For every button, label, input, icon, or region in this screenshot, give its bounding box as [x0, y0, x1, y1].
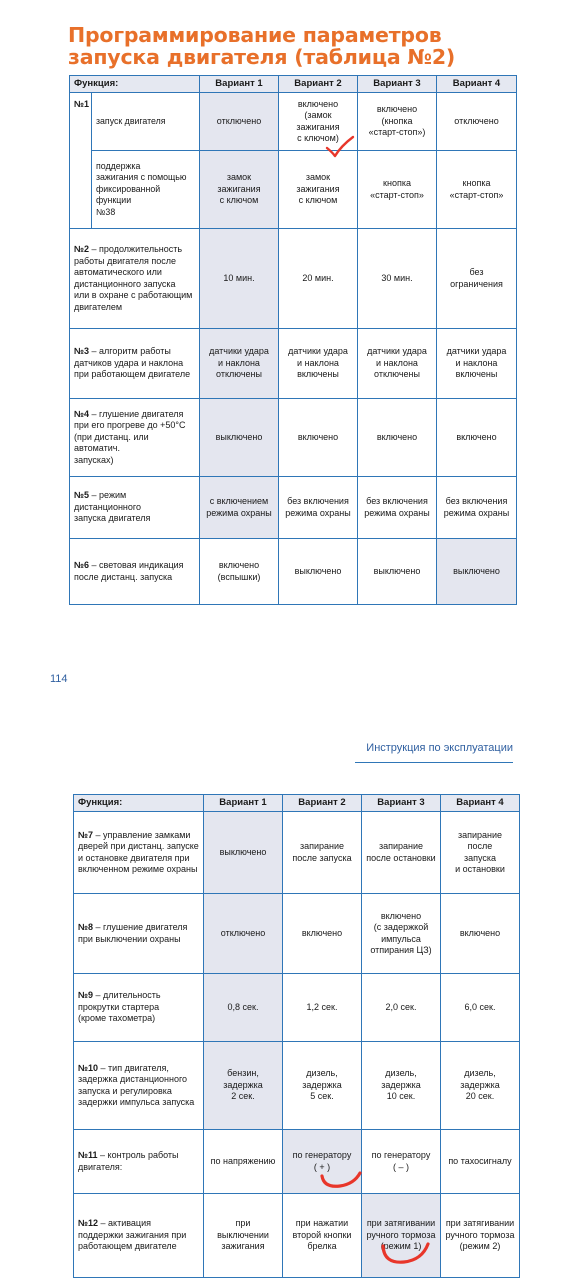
variant-4-cell: включено [437, 399, 517, 477]
function-cell [70, 477, 200, 539]
variant-4-cell: дизель, задержка 20 сек. [441, 1042, 520, 1130]
row-number: №6 [74, 560, 90, 570]
variant-4-cell: включено [441, 894, 520, 974]
variant-1-cell: с включением режима охраны [200, 477, 279, 539]
variant-1-cell: выключено [204, 812, 283, 894]
page-title-line-1: Программирование параметров [68, 23, 442, 47]
row-number: №12 [78, 1218, 99, 1229]
variant-3-cell: включено [358, 399, 437, 477]
table-row [70, 477, 517, 539]
page-title [68, 24, 488, 68]
variant-2-cell: без включения режима охраны [279, 477, 358, 539]
function-text: – длительность прокрутки стартера (кроме тахометра) [78, 990, 161, 1024]
variant-1-cell: бензин, задержка 2 сек. [204, 1042, 283, 1130]
function-cell [70, 539, 200, 605]
variant-1-cell: 0,8 сек. [204, 974, 283, 1042]
variant-4-cell: запирание после запуска и остановки [441, 812, 520, 894]
variant-3-cell: выключено [358, 539, 437, 605]
table-header-row [74, 795, 520, 812]
header-variant-4: Вариант 4 [441, 795, 520, 812]
function-cell [70, 399, 200, 477]
variant-2-cell: замок зажигания с ключом [279, 151, 358, 229]
variant-2-cell: по генератору ( + ) [283, 1130, 362, 1194]
row-number: №11 [78, 1150, 98, 1160]
row-number: №7 [78, 829, 94, 840]
variant-1-cell: по напряжению [204, 1130, 283, 1194]
header-variant-1: Вариант 1 [200, 76, 279, 93]
function-cell [74, 974, 204, 1042]
function-text: – глушение двигателя при выключении охраны [78, 922, 188, 944]
function-cell [74, 1194, 204, 1278]
function-cell [74, 1130, 204, 1194]
variant-4-cell: датчики удара и наклона включены [437, 329, 517, 399]
row-number: №10 [78, 1062, 99, 1073]
variant-2-cell: 1,2 сек. [283, 974, 362, 1042]
variant-3-cell: по генератору ( – ) [362, 1130, 441, 1194]
variant-1-cell: выключено [200, 399, 279, 477]
header-variant-3: Вариант 3 [358, 76, 437, 93]
variant-2-cell: включено [279, 399, 358, 477]
function-text: – активация поддержки зажигания при работающем двигателе [78, 1218, 187, 1252]
row-number: №2 [74, 244, 90, 254]
function-text: – контроль работы двигателя: [78, 1150, 179, 1172]
function-text: – алгоритм работы датчиков удара и наклона при работающем двигателе [74, 346, 191, 380]
table-row [74, 1042, 520, 1130]
table-row [70, 229, 517, 329]
header-function: Функция: [70, 76, 200, 93]
variant-4-cell: выключено [437, 539, 517, 605]
table-row [70, 151, 517, 229]
function-cell: запуск двигателя [92, 93, 200, 151]
variant-2-cell: дизель, задержка 5 сек. [283, 1042, 362, 1130]
variant-3-cell: без включения режима охраны [358, 477, 437, 539]
table-row [74, 974, 520, 1042]
variant-3-cell: запирание после остановки [362, 812, 441, 894]
table-row [70, 93, 517, 151]
variant-4-cell: отключено [437, 93, 517, 151]
variant-1-cell: при выключении зажигания [204, 1194, 283, 1278]
table-row [70, 539, 517, 605]
variant-4-cell: при затягивании ручного тормоза (режим 2) [441, 1194, 520, 1278]
variant-2-cell: выключено [279, 539, 358, 605]
function-text: – управление замками дверей при дистанц. запуске и остановке двигателя при включенном режиме охраны [78, 829, 199, 874]
table-row [74, 1194, 520, 1278]
header-function: Функция: [74, 795, 204, 812]
page-title-line-2: запуска двигателя (таблица №2) [68, 45, 456, 69]
row-number: №8 [78, 922, 94, 932]
row-number: №1 [70, 93, 92, 229]
header-variant-2: Вариант 2 [279, 76, 358, 93]
function-cell [74, 1042, 204, 1130]
variant-2-cell: при нажатии второй кнопки брелка [283, 1194, 362, 1278]
header-variant-2: Вариант 2 [283, 795, 362, 812]
variant-3-cell: включено (кнопка «старт-стоп») [358, 93, 437, 151]
row-number: №9 [78, 990, 94, 1001]
variant-4-cell: кнопка «старт-стоп» [437, 151, 517, 229]
page-number: 114 [50, 673, 68, 685]
table-row [74, 1130, 520, 1194]
function-text: – продолжительность работы двигателя после автоматического или дистанционного запуска или в охране с работающим двигателем [74, 244, 193, 312]
row-number: №5 [74, 490, 90, 501]
table-row [74, 812, 520, 894]
variant-2-cell: запирание после запуска [283, 812, 362, 894]
variant-2-cell: включено [283, 894, 362, 974]
function-cell [74, 894, 204, 974]
variant-1-cell: отключено [200, 93, 279, 151]
table-row [70, 329, 517, 399]
function-text: – тип двигателя, задержка дистанционного запуска и регулировка задержки импульса запуска [78, 1062, 195, 1107]
variant-4-cell: 6,0 сек. [441, 974, 520, 1042]
variant-3-cell: датчики удара и наклона отключены [358, 329, 437, 399]
variant-4-cell: без включения режима охраны [437, 477, 517, 539]
variant-3-cell: включено (с задержкой импульса отпирания ЦЗ) [362, 894, 441, 974]
variant-1-cell: отключено [204, 894, 283, 974]
variant-2-cell: 20 мин. [279, 229, 358, 329]
variant-3-cell: дизель, задержка 10 сек. [362, 1042, 441, 1130]
function-text: – световая индикация после дистанц. запуска [74, 560, 184, 582]
header-caption: Инструкция по эксплуатации [366, 742, 513, 754]
variant-1-cell: замок зажигания с ключом [200, 151, 279, 229]
variant-4-cell: без ограничения [437, 229, 517, 329]
variant-2-cell: датчики удара и наклона включены [279, 329, 358, 399]
function-cell [70, 229, 200, 329]
row-number: №4 [74, 408, 90, 419]
header-variant-1: Вариант 1 [204, 795, 283, 812]
table-header-row [70, 76, 517, 93]
header-rule [355, 762, 513, 763]
parameters-table-2 [73, 794, 520, 1278]
variant-1-cell: 10 мин. [200, 229, 279, 329]
variant-3-cell: при затягивании ручного тормоза (режим 1) [362, 1194, 441, 1278]
function-cell: поддержка зажигания с помощью фиксированной функции №38 [92, 151, 200, 229]
variant-1-cell: датчики удара и наклона отключены [200, 329, 279, 399]
variant-2-cell: включено (замок зажигания с ключом) [279, 93, 358, 151]
table-row [74, 894, 520, 974]
variant-1-cell: включено (вспышки) [200, 539, 279, 605]
function-cell [70, 329, 200, 399]
variant-4-cell: по тахосигналу [441, 1130, 520, 1194]
variant-3-cell: кнопка «старт-стоп» [358, 151, 437, 229]
parameters-table-1 [69, 75, 517, 605]
function-cell [74, 812, 204, 894]
row-number: №3 [74, 346, 90, 357]
variant-3-cell: 2,0 сек. [362, 974, 441, 1042]
header-variant-4: Вариант 4 [437, 76, 517, 93]
table-row [70, 399, 517, 477]
variant-3-cell: 30 мин. [358, 229, 437, 329]
header-variant-3: Вариант 3 [362, 795, 441, 812]
function-text: – глушение двигателя при его прогреве до +50°С (при дистанц. или автоматич. запусках) [74, 408, 186, 465]
function-text: – режим дистанционного запуска двигателя [74, 490, 151, 524]
